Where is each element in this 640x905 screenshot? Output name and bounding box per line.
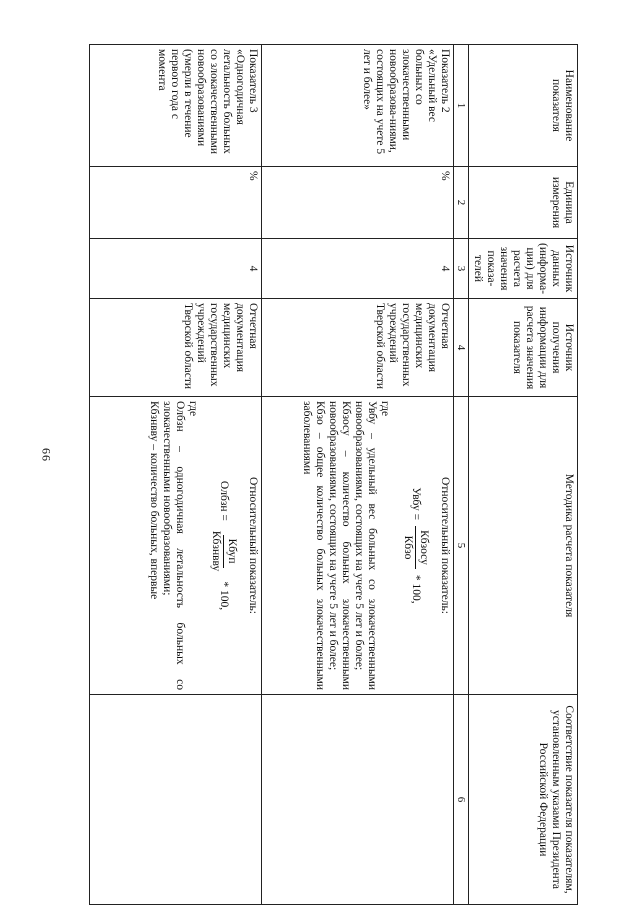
indicator-method bbox=[89, 397, 261, 695]
indicator-name: Показатель 2 «Удельный вес больных со злокачественными новообразова-ниями, состоящих на учете 5 лет и более» bbox=[261, 45, 453, 167]
method-title: Относительный показатель: bbox=[438, 477, 451, 614]
table-row bbox=[89, 45, 261, 905]
indicator-unit: % bbox=[89, 167, 261, 239]
formula bbox=[209, 401, 238, 690]
page-number: 66 bbox=[39, 448, 54, 462]
header-name: Наименование показателя bbox=[469, 45, 578, 167]
definition-item: Олбзн – одногодичная летальность больных со злокачественными новообразованиями; bbox=[160, 401, 186, 690]
formula-fraction bbox=[401, 526, 430, 569]
definitions bbox=[147, 401, 199, 690]
indicator-unit: % bbox=[261, 167, 453, 239]
col-number: 1 bbox=[453, 45, 468, 167]
formula-numerator: Кбзосу bbox=[415, 526, 430, 569]
definitions bbox=[300, 401, 391, 690]
indicator-info-source: Отчетная документация медицинских государственных учреждений Тверской области bbox=[261, 299, 453, 397]
indicator-info-source: Отчетная документация медицинских государственных учреждений Тверской области bbox=[89, 299, 261, 397]
header-row bbox=[469, 45, 578, 905]
indicator-source: 4 bbox=[261, 239, 453, 299]
definition-item: Увбу – удельный вес больных со злокачественными новообразованиями, состоящих на учете 5 лет и более; bbox=[352, 401, 378, 690]
definition-item: Кбзо – общее количество больных злокачественными заболеваниями bbox=[300, 401, 326, 690]
indicator-table-sheet bbox=[98, 44, 578, 904]
indicator-method bbox=[261, 397, 453, 695]
formula bbox=[401, 401, 430, 690]
formula-right: * 100, bbox=[409, 574, 422, 604]
col-number: 5 bbox=[453, 397, 468, 695]
col-number: 4 bbox=[453, 299, 468, 397]
where-label: где bbox=[186, 401, 199, 417]
indicator-name: Показатель 3 «Одногодичная летальность больных со злокачественными новообразованиями (умерли в течение первого года с момента bbox=[89, 45, 261, 167]
column-number-row bbox=[453, 45, 468, 905]
definition-item: Кбзнвву – количество больных, впервые bbox=[147, 401, 160, 600]
header-unit: Единица измерения bbox=[469, 167, 578, 239]
formula-denominator: Кбзо bbox=[401, 535, 414, 560]
indicator-federal bbox=[89, 695, 261, 905]
col-number: 3 bbox=[453, 239, 468, 299]
formula-left: Олбзн = bbox=[217, 480, 230, 521]
col-number: 6 bbox=[453, 695, 468, 905]
table-row bbox=[261, 45, 453, 905]
formula-right: * 100, bbox=[217, 581, 230, 611]
header-info: Источник получения информации для расчета значения показателя bbox=[469, 299, 578, 397]
formula-fraction bbox=[209, 527, 238, 575]
indicator-table bbox=[89, 44, 578, 905]
where-label: где bbox=[378, 401, 391, 417]
indicator-federal bbox=[261, 695, 453, 905]
header-source: Источник данных (информа-ции) для расчета значения показа-телей bbox=[469, 239, 578, 299]
definition-item: Кбзосу – количество больных злокачественными новообразованиями, состоящих на учете 5 лет и более; bbox=[326, 401, 352, 690]
indicator-source: 4 bbox=[89, 239, 261, 299]
header-federal: Соответствие показателя показателям, установленным указами Президента Российской Федерации bbox=[469, 695, 578, 905]
col-number: 2 bbox=[453, 167, 468, 239]
header-method: Методика расчета показателя bbox=[469, 397, 578, 695]
formula-left: Увбу = bbox=[409, 487, 422, 521]
method-title: Относительный показатель: bbox=[246, 477, 259, 614]
formula-numerator: Кбуп bbox=[223, 535, 238, 568]
formula-denominator: Кбзнвву bbox=[209, 530, 222, 572]
